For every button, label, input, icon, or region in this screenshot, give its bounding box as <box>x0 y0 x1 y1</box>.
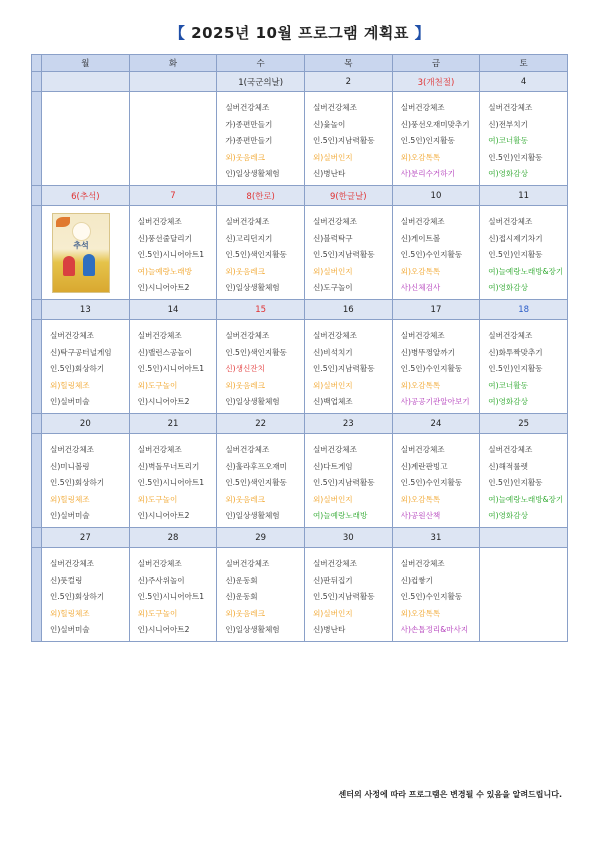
row-side-cell <box>32 434 42 528</box>
date-cell: 20 <box>42 414 130 434</box>
date-row <box>32 528 568 548</box>
program-item: 인.5인)지남력활동 <box>312 364 375 374</box>
program-item: 외)힐링체조 <box>50 380 90 390</box>
date-cell: 7 <box>129 186 217 206</box>
program-item: 실버건강체조 <box>400 103 445 112</box>
program-item: 인.5인)인지활동 <box>488 250 543 260</box>
day-cell <box>304 320 392 414</box>
program-list <box>480 92 567 183</box>
program-list <box>217 206 304 297</box>
program-item: 인)실버미술 <box>50 511 90 521</box>
day-cell <box>42 320 130 414</box>
day-cell <box>42 548 130 642</box>
program-item: 신)컵쌓기 <box>400 575 433 585</box>
date-cell: 11 <box>480 186 568 206</box>
program-item: 외)오감톡톡 <box>400 494 441 504</box>
page-title <box>0 22 600 43</box>
program-item: 신)게이트볼 <box>400 233 441 243</box>
program-item: 인.5인)인지활동 <box>400 136 455 146</box>
date-cell: 10 <box>392 186 480 206</box>
program-item: 외)웃음레크 <box>225 494 265 504</box>
date-cell: 24 <box>392 414 480 434</box>
row-side-cell <box>32 206 42 300</box>
header-side-cell <box>32 55 42 72</box>
day-cell <box>480 92 568 186</box>
date-cell: 8(한로) <box>217 186 305 206</box>
program-item: 신)병난타 <box>312 625 346 635</box>
program-item: 인)일상생활체험 <box>225 397 280 407</box>
program-item: 인.5인)회상하기 <box>50 478 105 488</box>
child-figure-icon <box>63 256 75 276</box>
program-item: 인.5인)지남력활동 <box>312 478 375 488</box>
date-cell: 22 <box>217 414 305 434</box>
program-item: 인.5인)시니어아트1 <box>137 592 205 602</box>
program-list <box>217 434 304 525</box>
program-item: 실버건강체조 <box>400 559 445 568</box>
day-cell <box>392 92 480 186</box>
program-item: 외)실버인지 <box>312 608 353 618</box>
program-item: 외)도구놀이 <box>137 608 178 618</box>
row-side-cell <box>32 300 42 320</box>
day-cell <box>392 206 480 300</box>
program-item: 외)웃음레크 <box>225 152 265 162</box>
day-cell <box>42 206 130 300</box>
program-item: 사)신체검사 <box>400 283 441 293</box>
program-item: 신)해적룰렛 <box>488 461 528 471</box>
program-item: 실버건강체조 <box>488 217 533 226</box>
program-list <box>305 206 392 297</box>
date-cell: 29 <box>217 528 305 548</box>
program-item: 신)훌라후프오재미 <box>225 461 287 471</box>
program-item: 외)오감톡톡 <box>400 608 441 618</box>
program-item: 외)오감톡톡 <box>400 152 441 162</box>
date-cell: 18 <box>480 300 568 320</box>
moon-icon <box>72 222 91 241</box>
program-item: 인.5인)색인지활동 <box>225 250 287 260</box>
program-item: 신)병뚜껑알까기 <box>400 347 455 357</box>
program-item: 여)영화감상 <box>488 169 528 179</box>
program-item: 외)실버인지 <box>312 152 353 162</box>
program-list <box>393 434 480 525</box>
day-cell <box>480 320 568 414</box>
row-side-cell <box>32 548 42 642</box>
program-item: 신)운동회 <box>225 575 258 585</box>
program-list <box>42 434 129 525</box>
date-row <box>32 72 568 92</box>
date-cell: 3(개천절) <box>392 72 480 92</box>
date-cell: 17 <box>392 300 480 320</box>
program-item: 신)비석치기 <box>312 347 353 357</box>
row-side-cell <box>32 320 42 414</box>
program-item: 인.5인)수인지활동 <box>400 478 463 488</box>
program-row <box>32 320 568 414</box>
program-item: 실버건강체조 <box>225 103 270 112</box>
program-item: 인.5인)인지활동 <box>488 152 543 162</box>
date-cell: 27 <box>42 528 130 548</box>
program-item: 여)늘예랑노래방 <box>312 511 368 521</box>
date-cell <box>42 72 130 92</box>
program-item: 신)생신잔치 <box>225 364 265 374</box>
program-list <box>130 434 217 525</box>
program-list <box>393 548 480 639</box>
program-item: 외)웃음레크 <box>225 608 265 618</box>
program-item: 실버건강체조 <box>225 217 270 226</box>
date-cell: 2 <box>304 72 392 92</box>
program-item: 인)시니어아트2 <box>137 397 190 407</box>
program-item: 실버건강체조 <box>488 445 533 454</box>
program-item: 신)백업체조 <box>312 397 353 407</box>
program-item: 실버건강체조 <box>225 331 270 340</box>
program-item: 인)일상생활체험 <box>225 169 280 179</box>
program-item: 실버건강체조 <box>137 559 182 568</box>
program-item: 여)늘예랑노래방 <box>137 266 192 276</box>
day-cell <box>217 320 305 414</box>
day-cell <box>129 92 217 186</box>
weekday-header: 토 <box>480 55 568 72</box>
program-item: 인)실버미술 <box>50 397 90 407</box>
child-figure-icon <box>83 254 95 276</box>
day-cell <box>392 320 480 414</box>
program-item: 인.5인)지남력활동 <box>312 136 375 146</box>
date-row <box>32 186 568 206</box>
program-item: 실버건강체조 <box>50 445 95 454</box>
program-item: 인.5인)지남력활동 <box>312 592 375 602</box>
row-side-cell <box>32 414 42 434</box>
program-item: 신)계란판빙고 <box>400 461 448 471</box>
program-item: 신)접시제기차기 <box>488 233 543 243</box>
program-item: 인.5인)인지활동 <box>488 478 543 488</box>
program-row <box>32 206 568 300</box>
program-item: 신)풍선줄달리기 <box>137 233 192 243</box>
weekday-header-row <box>32 55 568 72</box>
program-list <box>217 548 304 639</box>
day-cell <box>304 92 392 186</box>
footer-notice: 센터의 사정에 따라 프로그램은 변경될 수 있음을 알려드립니다. <box>338 790 562 799</box>
program-item: 외)도구놀이 <box>137 494 178 504</box>
program-item: 실버건강체조 <box>488 103 533 112</box>
program-list <box>305 548 392 639</box>
program-item: 신)벽돌무너트리기 <box>137 461 200 471</box>
program-row <box>32 92 568 186</box>
date-cell: 15 <box>217 300 305 320</box>
row-side-cell <box>32 72 42 92</box>
program-item: 외)실버인지 <box>312 494 353 504</box>
program-list <box>130 320 217 411</box>
day-cell <box>129 206 217 300</box>
program-item: 외)힐링체조 <box>50 608 90 618</box>
program-item: 실버건강체조 <box>400 331 445 340</box>
program-item: 실버건강체조 <box>312 103 357 112</box>
title-text: 2025년 10월 프로그램 계획표 <box>191 24 409 42</box>
program-item: 여)영화감상 <box>488 283 528 293</box>
weekday-header: 화 <box>129 55 217 72</box>
program-list <box>42 548 129 639</box>
program-item: 외)오감톡톡 <box>400 266 441 276</box>
title-bracket-left: 【 <box>169 24 186 42</box>
program-item: 인)일상생활체험 <box>225 511 280 521</box>
date-cell: 4 <box>480 72 568 92</box>
program-item: 여)코너활동 <box>488 136 528 146</box>
program-item: 인.5인)수인지활동 <box>400 592 463 602</box>
program-item: 가)종편만들기 <box>225 119 273 129</box>
program-list <box>480 206 567 297</box>
program-item: 여)늘예랑노래방&장기 <box>488 494 564 504</box>
program-item: 여)늘예랑노래방&장기 <box>488 266 564 276</box>
program-item: 인.5인)지남력활동 <box>312 250 375 260</box>
program-item: 신)운동회 <box>225 592 258 602</box>
program-list <box>217 92 304 183</box>
poster-text: 추석 <box>73 241 89 250</box>
day-cell <box>392 434 480 528</box>
date-cell: 14 <box>129 300 217 320</box>
weekday-header: 금 <box>392 55 480 72</box>
program-item: 사)공공기관알아보기 <box>400 397 470 407</box>
program-list <box>42 320 129 411</box>
program-item: 인)일상생활체험 <box>225 283 280 293</box>
weekday-header: 목 <box>304 55 392 72</box>
date-cell: 1(국군의날) <box>217 72 305 92</box>
program-item: 외)웃음레크 <box>225 380 265 390</box>
date-cell: 31 <box>392 528 480 548</box>
program-item: 신)윷놀이 <box>312 119 346 129</box>
program-item: 실버건강체조 <box>312 445 357 454</box>
program-item: 인)일상생활체험 <box>225 625 280 635</box>
date-cell: 30 <box>304 528 392 548</box>
program-item: 실버건강체조 <box>312 217 357 226</box>
program-item: 가)종편만들기 <box>225 136 273 146</box>
program-item: 인.5인)시니어아트1 <box>137 364 205 374</box>
day-cell <box>392 548 480 642</box>
date-cell: 23 <box>304 414 392 434</box>
day-cell <box>217 548 305 642</box>
program-item: 인.5인)회상하기 <box>50 364 105 374</box>
date-cell: 13 <box>42 300 130 320</box>
program-item: 여)영화감상 <box>488 511 528 521</box>
program-item: 신)다트게임 <box>312 461 353 471</box>
program-item: 외)도구놀이 <box>137 380 178 390</box>
date-cell <box>480 528 568 548</box>
day-cell <box>480 206 568 300</box>
program-item: 실버건강체조 <box>137 217 182 226</box>
program-item: 외)웃음레크 <box>225 266 265 276</box>
program-item: 인.5인)인지활동 <box>488 364 543 374</box>
day-cell <box>42 92 130 186</box>
program-item: 신)풍선오재미맞추기 <box>400 119 470 129</box>
leaf-icon <box>56 217 70 227</box>
program-item: 인.5인)수인지활동 <box>400 364 463 374</box>
program-item: 실버건강체조 <box>312 559 357 568</box>
program-item: 신)풋컬링 <box>50 575 83 585</box>
program-item: 실버건강체조 <box>488 331 533 340</box>
program-list <box>305 92 392 183</box>
program-item: 신)미니볼링 <box>50 461 90 471</box>
day-cell <box>480 434 568 528</box>
day-cell <box>304 206 392 300</box>
date-cell: 6(추석) <box>42 186 130 206</box>
day-cell <box>129 434 217 528</box>
date-cell: 21 <box>129 414 217 434</box>
day-cell <box>480 548 568 642</box>
program-item: 신)밸런스공놀이 <box>137 347 192 357</box>
program-item: 실버건강체조 <box>312 331 357 340</box>
program-item: 외)힐링체조 <box>50 494 90 504</box>
program-item: 실버건강체조 <box>225 559 270 568</box>
program-list <box>393 320 480 411</box>
program-item: 신)주사위놀이 <box>137 575 185 585</box>
program-item: 실버건강체조 <box>400 217 445 226</box>
weekday-header: 수 <box>217 55 305 72</box>
program-item: 인.5인)색인지활동 <box>225 478 287 488</box>
program-list <box>130 206 217 297</box>
program-item: 실버건강체조 <box>50 559 95 568</box>
row-side-cell <box>32 186 42 206</box>
day-cell <box>217 434 305 528</box>
date-cell <box>129 72 217 92</box>
weekday-header: 월 <box>42 55 130 72</box>
program-item: 인.5인)회상하기 <box>50 592 105 602</box>
day-cell <box>42 434 130 528</box>
program-list <box>393 206 480 297</box>
title-bracket-right: 】 <box>414 24 431 42</box>
date-cell: 16 <box>304 300 392 320</box>
program-list <box>130 548 217 639</box>
program-item: 실버건강체조 <box>225 445 270 454</box>
program-item: 실버건강체조 <box>137 445 182 454</box>
date-row <box>32 414 568 434</box>
program-item: 인)시니어아트2 <box>137 283 190 293</box>
date-row <box>32 300 568 320</box>
row-side-cell <box>32 92 42 186</box>
program-item: 인)시니어아트2 <box>137 511 190 521</box>
day-cell <box>217 206 305 300</box>
program-item: 인.5인)시니어아트1 <box>137 250 205 260</box>
program-item: 신)도구놀이 <box>312 283 353 293</box>
day-cell <box>129 548 217 642</box>
program-item: 신)블럭탁구 <box>312 233 353 243</box>
program-item: 신)고리던지기 <box>225 233 273 243</box>
chuseok-poster-image <box>52 213 110 293</box>
program-list <box>305 320 392 411</box>
date-cell: 28 <box>129 528 217 548</box>
program-item: 인.5인)시니어아트1 <box>137 478 205 488</box>
program-list <box>393 92 480 183</box>
day-cell <box>304 548 392 642</box>
program-item: 실버건강체조 <box>50 331 95 340</box>
program-list <box>305 434 392 525</box>
date-cell: 25 <box>480 414 568 434</box>
program-row <box>32 434 568 528</box>
program-item: 인.5인)수인지활동 <box>400 250 463 260</box>
program-item: 신)화투짝맞추기 <box>488 347 543 357</box>
program-item: 신)전부치기 <box>488 119 528 129</box>
program-row <box>32 548 568 642</box>
program-item: 신)판뒤집기 <box>312 575 353 585</box>
day-cell <box>217 92 305 186</box>
program-item: 인.5인)색인지활동 <box>225 347 287 357</box>
program-item: 외)오감톡톡 <box>400 380 441 390</box>
program-item: 인)실버미술 <box>50 625 90 635</box>
program-item: 실버건강체조 <box>400 445 445 454</box>
program-item: 실버건강체조 <box>137 331 182 340</box>
program-item: 신)병난타 <box>312 169 346 179</box>
date-cell: 9(한글날) <box>304 186 392 206</box>
row-side-cell <box>32 528 42 548</box>
program-item: 사)공원산책 <box>400 511 441 521</box>
program-item: 외)실버인지 <box>312 266 353 276</box>
program-list <box>217 320 304 411</box>
program-calendar <box>31 54 568 642</box>
program-item: 인)시니어아트2 <box>137 625 190 635</box>
program-item: 신)탁구공터널게임 <box>50 347 112 357</box>
program-item: 여)코너활동 <box>488 380 528 390</box>
day-cell <box>304 434 392 528</box>
program-list <box>480 320 567 411</box>
program-item: 사)분리수거하기 <box>400 169 455 179</box>
program-list <box>480 434 567 525</box>
day-cell <box>129 320 217 414</box>
program-item: 여)영화감상 <box>488 397 528 407</box>
program-item: 사)손톱정리&마사지 <box>400 625 469 635</box>
program-item: 외)실버인지 <box>312 380 353 390</box>
